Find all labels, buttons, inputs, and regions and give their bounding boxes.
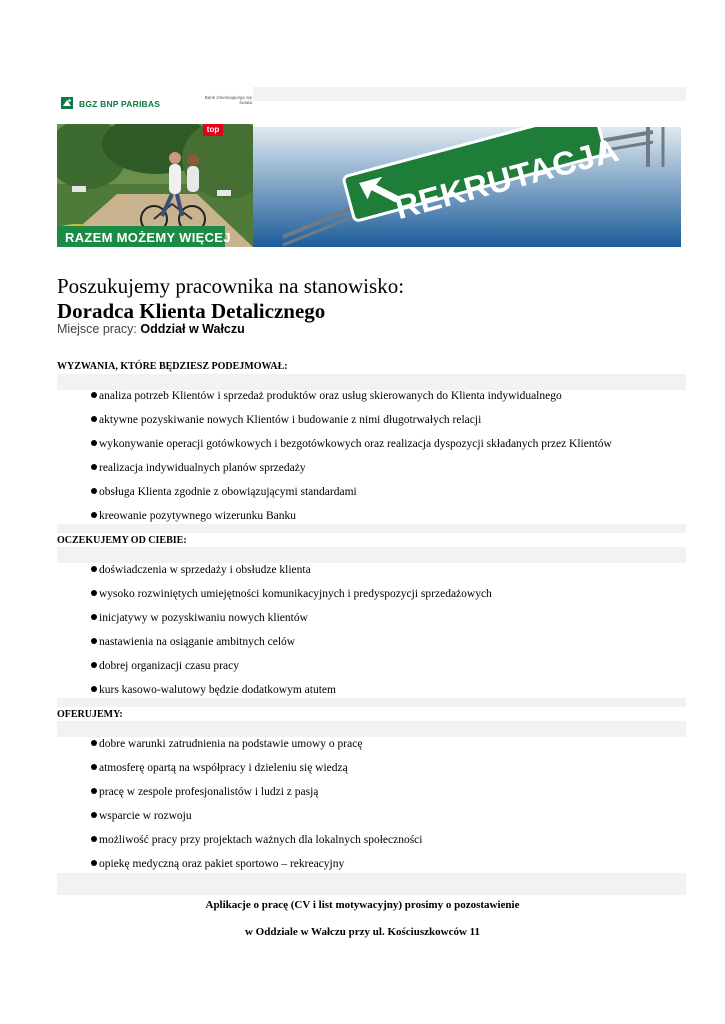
list-item bbox=[91, 738, 362, 750]
bank-logo-icon bbox=[61, 97, 73, 109]
bank-logo-text: BGZ BNP PARIBAS bbox=[79, 99, 161, 109]
workplace-label: Miejsce pracy: bbox=[57, 322, 141, 336]
list-item bbox=[91, 588, 492, 600]
application-note-line1: Aplikacje o pracę (CV i list motywacyjny) prosimy o pozostawienie bbox=[205, 899, 520, 911]
bullet-icon bbox=[91, 392, 97, 398]
list-item bbox=[91, 636, 295, 648]
page-intro: Poszukujemy pracownika na stanowisko: bbox=[57, 274, 405, 298]
list-item-text: możliwość pracy przy projektach ważnych dla lokalnych społeczności bbox=[99, 834, 423, 846]
section-divider bbox=[57, 547, 686, 563]
job-title: Doradca Klienta Detalicznego bbox=[57, 299, 326, 323]
list-item bbox=[91, 786, 318, 798]
bullet-icon bbox=[91, 686, 97, 692]
bullet-icon bbox=[91, 836, 97, 842]
bullet-icon bbox=[91, 638, 97, 644]
section-divider bbox=[57, 524, 686, 533]
list-item-text: doświadczenia w sprzedaży i obsłudze klienta bbox=[99, 564, 311, 576]
list-item-text: opiekę medyczną oraz pakiet sportowo – rekreacyjny bbox=[99, 858, 345, 870]
list-item-text: dobrej organizacji czasu pracy bbox=[99, 660, 239, 672]
banner-top-strip bbox=[253, 87, 686, 101]
list-item-text: wykonywanie operacji gotówkowych i bezgotówkowych oraz realizacja dyspozycji składanych przez Klientów bbox=[99, 438, 612, 450]
bullet-icon bbox=[91, 590, 97, 596]
list-item-text: realizacja indywidualnych planów sprzedaży bbox=[99, 462, 306, 474]
bullet-icon bbox=[91, 488, 97, 494]
bullet-icon bbox=[91, 812, 97, 818]
bullet-icon bbox=[91, 512, 97, 518]
bullet-icon bbox=[91, 788, 97, 794]
section-divider bbox=[57, 873, 686, 895]
list-item bbox=[91, 510, 296, 522]
list-item bbox=[91, 564, 311, 576]
bullet-icon bbox=[91, 416, 97, 422]
list-item bbox=[91, 462, 306, 474]
bullet-icon bbox=[91, 464, 97, 470]
list-item bbox=[91, 858, 344, 870]
bank-tagline: Bank zmieniającego się świata bbox=[204, 95, 252, 105]
list-item-text: analiza potrzeb Klientów i sprzedaż produktów oraz usług skierowanych do Klienta indywidualnego bbox=[99, 390, 562, 402]
list-item-text: kurs kasowo-walutowy będzie dodatkowym atutem bbox=[99, 684, 336, 696]
list-item-text: kreowanie pozytywnego wizerunku Banku bbox=[99, 510, 297, 522]
section-divider bbox=[57, 721, 686, 737]
top-award-badge: top bbox=[203, 124, 223, 136]
bullet-icon bbox=[91, 614, 97, 620]
list-item bbox=[91, 810, 192, 822]
recruitment-sign-text: REKRUTACJA bbox=[390, 130, 623, 227]
section-requirements-title: OCZEKUJEMY OD CIEBIE: bbox=[57, 535, 187, 546]
section-challenges-title: WYZWANIA, KTÓRE BĘDZIESZ PODEJMOWAŁ: bbox=[57, 361, 288, 372]
list-item-text: dobre warunki zatrudnienia na podstawie umowy o pracę bbox=[99, 738, 363, 750]
list-item-text: wysoko rozwiniętych umiejętności komunikacyjnych i predyspozycji sprzedażowych bbox=[99, 588, 492, 600]
list-item-text: obsługa Klienta zgodnie z obowiązującymi standardami bbox=[99, 486, 357, 498]
list-item-text: nastawienia na osiąganie ambitnych celów bbox=[99, 636, 296, 648]
section-divider bbox=[57, 374, 686, 390]
list-item-text: wsparcie w rozwoju bbox=[99, 810, 192, 822]
workplace-line bbox=[57, 322, 245, 336]
list-item-text: aktywne pozyskiwanie nowych Klientów i budowanie z nimi długotrwałych relacji bbox=[99, 414, 482, 426]
application-note-line2: w Oddziale w Wałczu przy ul. Kościuszkowców 11 bbox=[244, 926, 481, 938]
section-offer-title: OFERUJEMY: bbox=[57, 709, 123, 720]
bullet-icon bbox=[91, 662, 97, 668]
list-item bbox=[91, 486, 357, 498]
list-item bbox=[91, 834, 422, 846]
bullet-icon bbox=[91, 740, 97, 746]
list-item-text: pracę w zespole profesjonalistów i ludzi z pasją bbox=[99, 786, 319, 798]
list-item bbox=[91, 684, 336, 696]
list-item bbox=[91, 438, 612, 450]
list-item-text: atmosferę opartą na współpracy i dzieleniu się wiedzą bbox=[99, 762, 348, 774]
slogan-text: RAZEM MOŻEMY WIĘCEJ bbox=[65, 230, 231, 245]
list-item bbox=[91, 612, 308, 624]
workplace-value: Oddział w Wałczu bbox=[140, 322, 245, 336]
bullet-icon bbox=[91, 860, 97, 866]
list-item bbox=[91, 660, 239, 672]
bullet-icon bbox=[91, 764, 97, 770]
list-item bbox=[91, 414, 481, 426]
list-item bbox=[91, 762, 348, 774]
list-item-text: inicjatywy w pozyskiwaniu nowych klientów bbox=[99, 612, 308, 624]
list-item bbox=[91, 390, 562, 402]
bullet-icon bbox=[91, 566, 97, 572]
section-divider bbox=[57, 698, 686, 707]
bullet-icon bbox=[91, 440, 97, 446]
